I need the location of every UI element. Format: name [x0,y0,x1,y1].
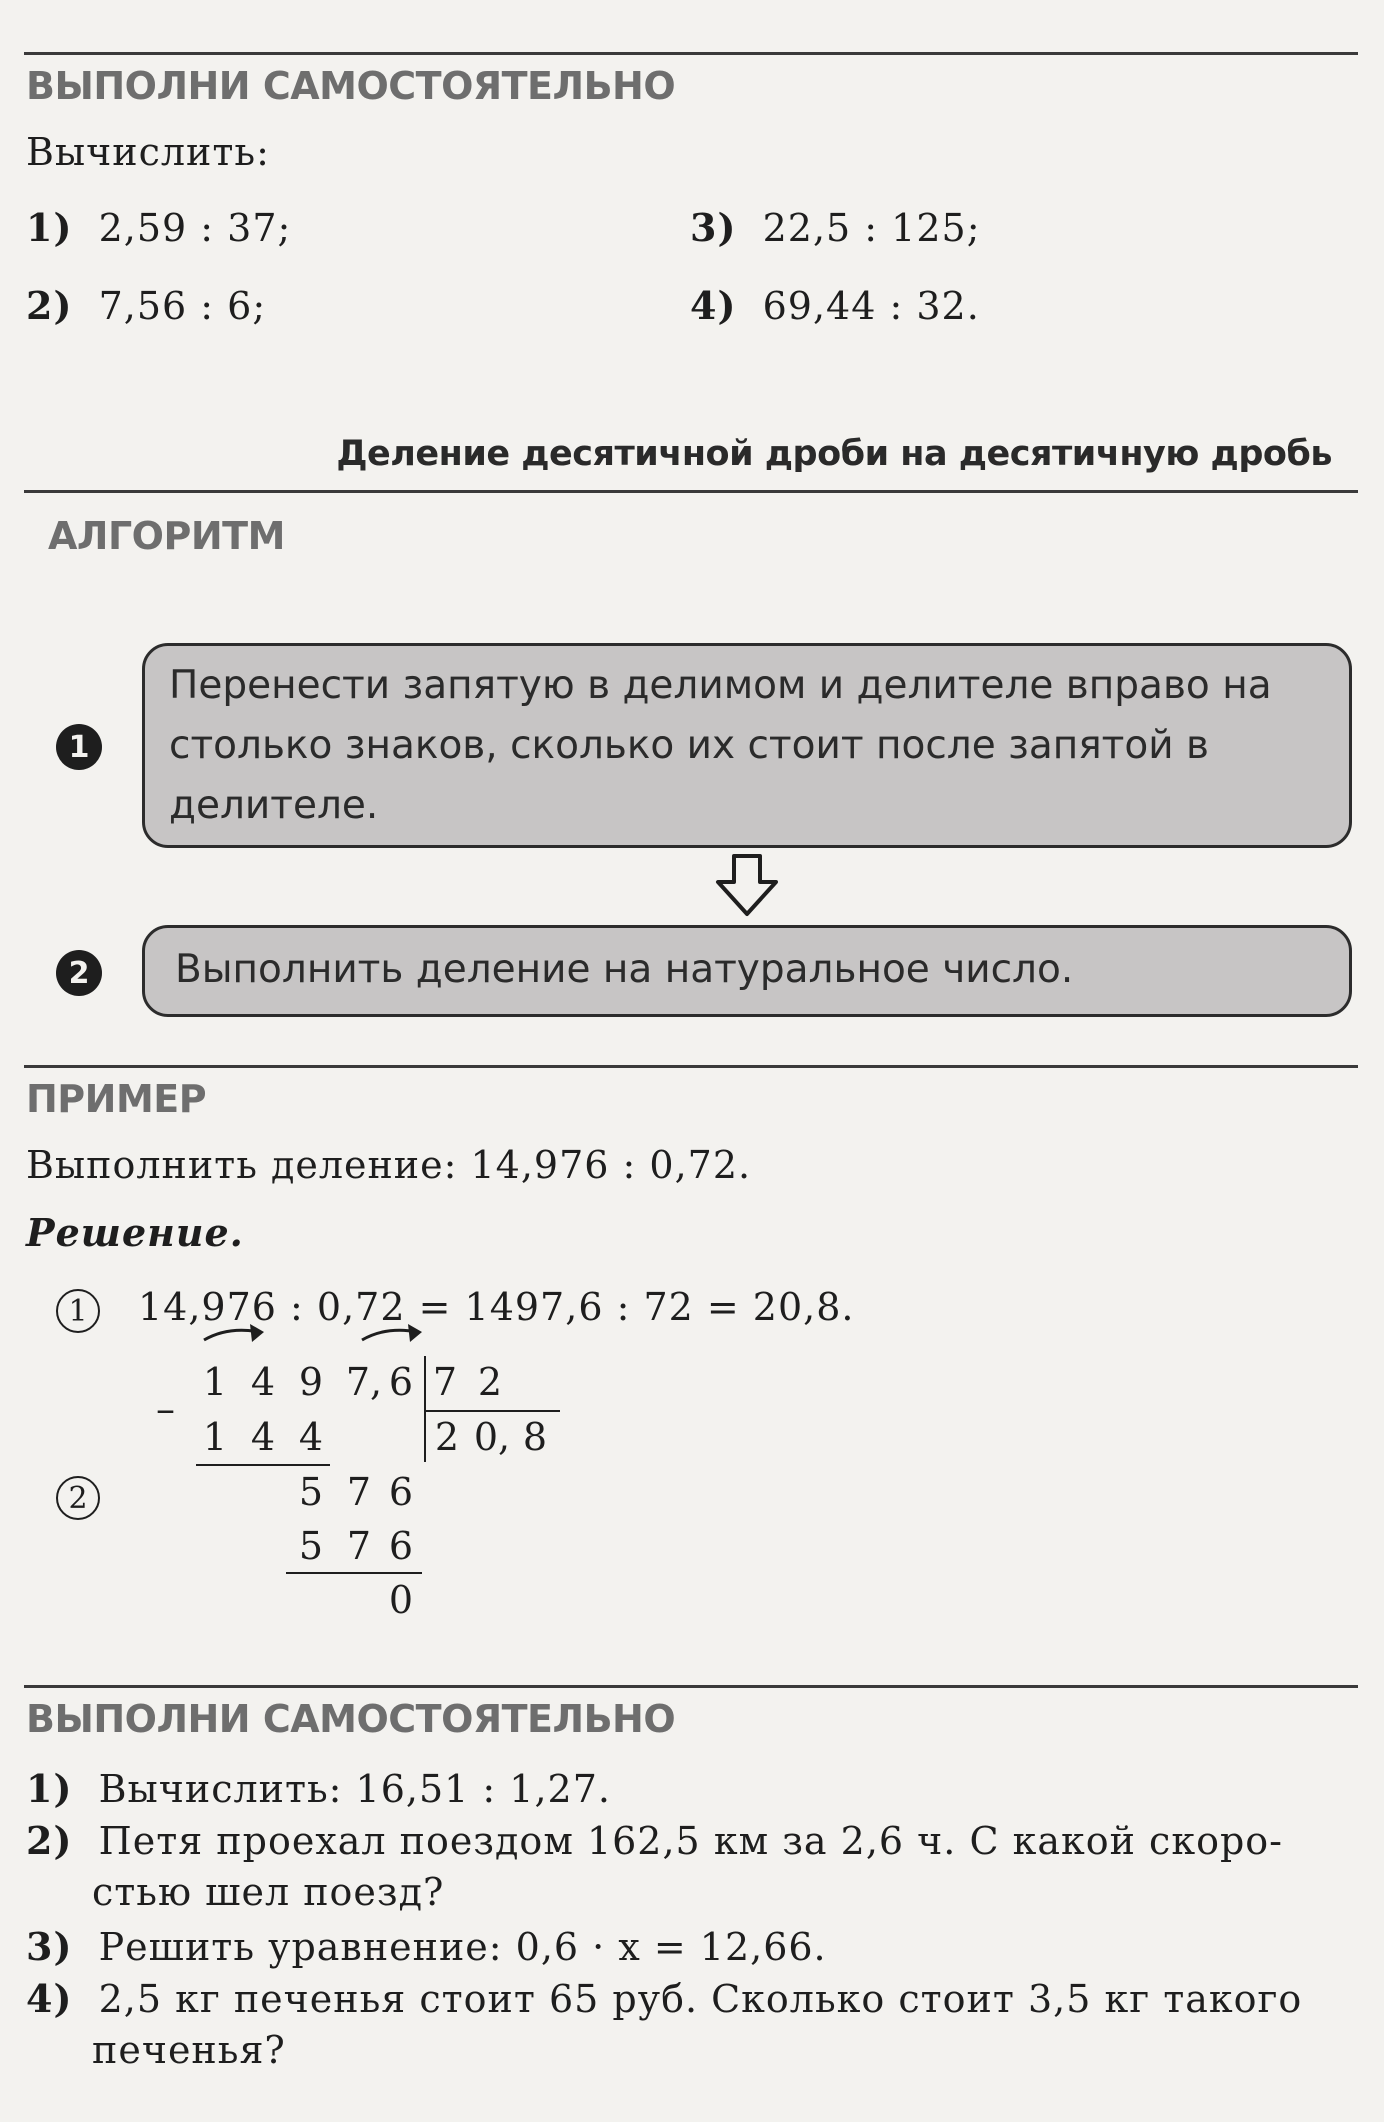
task-number: 3) [26,1924,73,1969]
algorithm-step-2-box [142,925,1352,1017]
task-text: 69,44 : 32. [762,284,980,328]
example-rule [24,1065,1358,1068]
task-text: Вычислить: 16,51 : 1,27. [98,1767,611,1811]
quotient-digit: 2 [434,1415,460,1459]
subtraction-line [196,1464,330,1466]
subtrahend-digit: 4 [250,1415,276,1459]
subtrahend-digit: 4 [298,1415,324,1459]
solution-step-1-expression: 14,976 : 0,72 = 1497,6 : 72 = 20,8. [138,1285,855,1329]
task-number: 3) [690,205,737,250]
remainder-digit: 5 [298,1470,324,1514]
section2-task-2 [26,1818,1283,1863]
subtrahend-digit: 5 [298,1524,324,1568]
dividend-digit: 7, [345,1360,383,1404]
dividend-digit: 1 [202,1360,228,1404]
section2-top-rule [24,1685,1358,1688]
section2-task-3 [26,1924,827,1969]
quotient-digit: 8 [522,1415,548,1459]
subtrahend-digit: 6 [388,1524,414,1568]
section1-task-2 [26,283,266,328]
divisor-digit: 2 [477,1360,503,1404]
section2-task-4-continuation: печенья? [92,2028,286,2072]
task-text: 22,5 : 125; [762,206,981,250]
example-task: Выполнить деление: 14,976 : 0,72. [26,1143,752,1187]
dividend-digit: 6 [388,1360,414,1404]
section1-task-3 [690,205,981,250]
division-divisor-line [424,1410,560,1412]
comma-shift-arrow-icon [356,1316,436,1352]
topic-title: Деление десятичной дроби на десятичную дробь [336,434,1332,474]
task-text: Решить уравнение: 0,6 · x = 12,66. [98,1925,827,1969]
task-text: 2,5 кг печенья стоит 65 руб. Сколько стоит 3,5 кг такого [98,1977,1303,2021]
task-number: 4) [690,283,737,328]
task-number: 4) [26,1976,73,2021]
example-heading: ПРИМЕР [26,1077,207,1121]
step-1-marker: 1 [56,724,102,770]
algorithm-heading: АЛГОРИТМ [48,514,285,558]
task-number: 1) [26,205,73,250]
topic-rule [24,490,1358,493]
division-minus-sign: – [156,1387,176,1431]
task-text: 2,59 : 37; [98,206,292,250]
task-number: 2) [26,1818,73,1863]
section1-heading: ВЫПОЛНИ САМОСТОЯТЕЛЬНО [26,64,676,108]
remainder-digit: 7 [346,1470,372,1514]
remainder-digit: 6 [388,1470,414,1514]
step-2-marker: 2 [56,950,102,996]
remainder-digit: 0 [388,1578,414,1622]
section2-task-1 [26,1766,611,1811]
divisor-digit: 7 [432,1360,458,1404]
task-text: Петя проехал поездом 162,5 км за 2,6 ч. С какой скоро- [98,1819,1284,1863]
section2-task-2-continuation: стью шел поезд? [92,1870,445,1914]
solution-label: Решение. [26,1210,244,1255]
subtrahend-digit: 1 [202,1415,228,1459]
algorithm-step-1-text: Перенести запятую в делимом и делителе вправо на столько знаков, сколько их стоит после запятой в делителе. [169,663,1272,828]
task-text: 7,56 : 6; [98,284,267,328]
arrow-down-icon [712,852,782,922]
solution-step-1-marker: 1 [56,1289,100,1333]
section1-task-4 [690,283,980,328]
dividend-digit: 9 [298,1360,324,1404]
section2-task-4 [26,1976,1302,2021]
task-number: 2) [26,283,73,328]
section2-heading: ВЫПОЛНИ САМОСТОЯТЕЛЬНО [26,1697,676,1741]
section1-top-rule [24,52,1358,55]
division-vertical-bar [424,1356,426,1462]
section1-task-1 [26,205,291,250]
subtrahend-digit: 7 [346,1524,372,1568]
dividend-digit: 4 [250,1360,276,1404]
algorithm-step-1-box [142,643,1352,848]
section1-prompt: Вычислить: [26,130,270,174]
task-number: 1) [26,1766,73,1811]
quotient-digit: 0, [473,1415,511,1459]
solution-step-2-marker: 2 [56,1476,100,1520]
subtraction-line [286,1572,422,1574]
algorithm-step-2-text: Выполнить деление на натуральное число. [175,947,1074,992]
comma-shift-arrow-icon [198,1316,278,1352]
